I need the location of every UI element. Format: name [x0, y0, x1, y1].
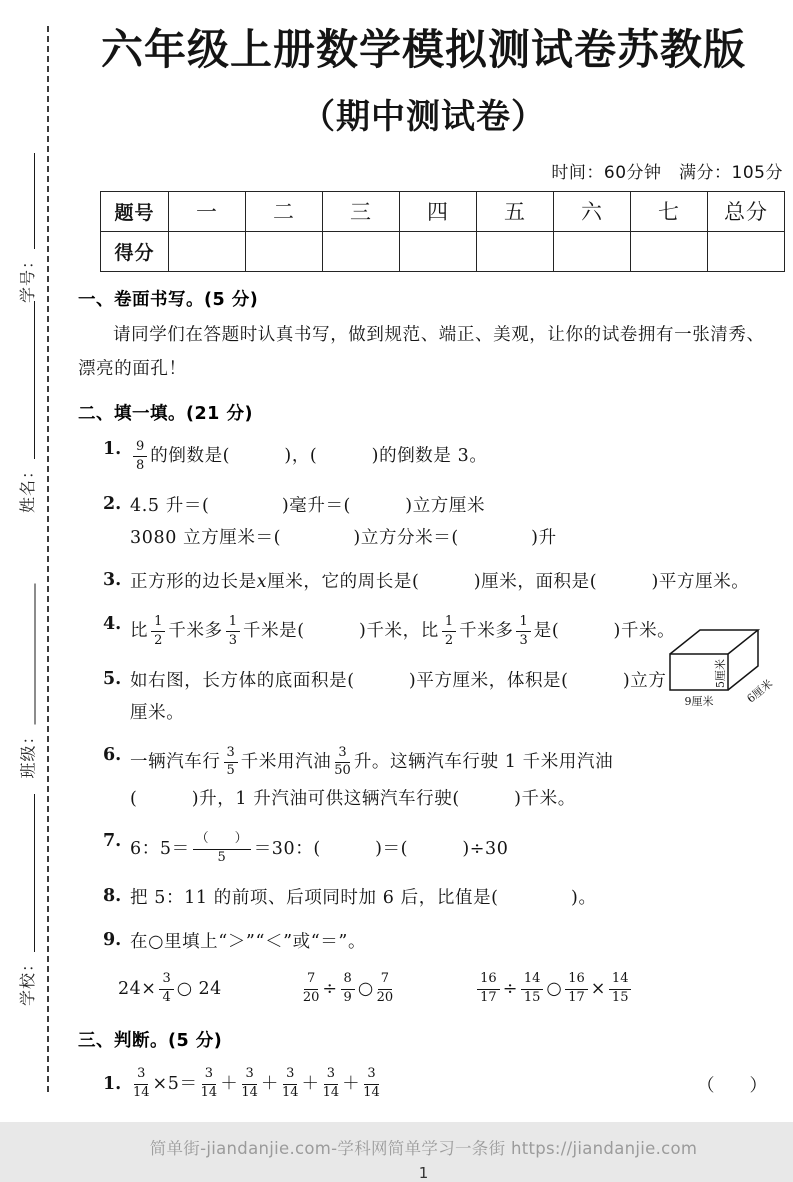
- fraction-numerator: （ ）: [193, 832, 251, 849]
- fraction-denominator: 2: [154, 632, 163, 648]
- fraction: [521, 972, 544, 1006]
- text-run: 如右图，长方体的底面积是( )平方厘米，体积是( )立方: [130, 670, 667, 691]
- cuboid-height-label: 5厘米: [714, 659, 727, 688]
- question-body: [130, 434, 787, 480]
- question: [103, 565, 787, 600]
- fraction-numerator: 7: [304, 972, 318, 989]
- question-body: [130, 489, 787, 556]
- margin-field-class: [17, 584, 39, 779]
- fraction-denominator: 17: [568, 990, 585, 1006]
- fraction: [609, 972, 632, 1006]
- section-heading: 一、卷面书写。(5 分): [78, 289, 259, 310]
- fraction-numerator: 16: [565, 972, 588, 989]
- question: [103, 434, 787, 480]
- score-col-2: 二: [246, 191, 323, 231]
- fraction: [442, 615, 456, 649]
- page-subtitle: （期中测试卷）: [301, 96, 546, 137]
- score-col-3: 三: [323, 191, 400, 231]
- text-run: ÷: [322, 979, 338, 1000]
- fraction: [323, 1067, 340, 1101]
- fraction-denominator: 8: [136, 457, 145, 473]
- school-blank-line: [34, 794, 35, 952]
- text-run: 是( )千米。: [533, 621, 676, 642]
- score-cell: [631, 231, 708, 271]
- question-line: [130, 568, 787, 597]
- question: [103, 489, 787, 556]
- fraction-numerator: 8: [341, 972, 355, 989]
- question-line: [130, 1064, 697, 1104]
- fraction-numerator: 3: [324, 1067, 338, 1084]
- fraction-denominator: 14: [133, 1085, 150, 1101]
- score-row-label: 得分: [101, 231, 169, 271]
- fraction-denominator: 20: [376, 990, 394, 1006]
- text-run: 在○里填上“＞”“＜”或“＝”。: [130, 932, 367, 953]
- fraction-numerator: 3: [364, 1067, 378, 1084]
- variable: x: [256, 571, 268, 592]
- text-run: ＋: [301, 1073, 320, 1094]
- fraction: [224, 746, 238, 780]
- cuboid-top-face: [670, 630, 758, 654]
- fraction-numerator: 3: [224, 746, 238, 763]
- question-line: [130, 524, 787, 553]
- score-col-1: 一: [169, 191, 246, 231]
- question: [103, 826, 787, 872]
- cuboid-diagram: [660, 616, 792, 720]
- fraction-numerator: 16: [477, 972, 500, 989]
- class-label: 班级：: [18, 727, 38, 779]
- fraction: [241, 1067, 258, 1101]
- margin-field-school: [16, 794, 38, 1006]
- fraction-denominator: 14: [241, 1085, 258, 1101]
- fraction: [133, 1067, 150, 1101]
- name-blank-line: [34, 301, 35, 459]
- text-run: 正方形的边长是: [130, 571, 257, 592]
- question-body: [118, 925, 787, 1013]
- text-run: ○ 24: [176, 979, 222, 1000]
- expression: [118, 969, 222, 1009]
- fraction-denominator: 14: [322, 1085, 340, 1101]
- cuboid-width-label: 9厘米: [684, 695, 714, 708]
- fraction-numerator: 14: [609, 972, 632, 989]
- fraction: [133, 440, 147, 474]
- fraction-denominator: 3: [519, 632, 528, 648]
- question-body: [130, 881, 787, 916]
- text-run: ○: [546, 979, 563, 1000]
- score-col-4: 四: [400, 191, 477, 231]
- fraction-numerator: 3: [335, 746, 349, 763]
- fraction-numerator: 1: [226, 615, 240, 632]
- fraction: [516, 615, 530, 649]
- question-line: [130, 829, 787, 869]
- fraction-numerator: 3: [283, 1067, 297, 1084]
- fraction-numerator: 1: [442, 615, 456, 632]
- student-id-blank-line: [34, 153, 35, 249]
- text-run: ×: [590, 979, 606, 1000]
- page-number: 1: [418, 1164, 429, 1182]
- question-number: 1.: [103, 438, 122, 459]
- cuboid-svg: [660, 616, 792, 720]
- question-number: 8.: [103, 886, 122, 907]
- score-header-label: 题号: [101, 191, 169, 231]
- question-number: 4.: [103, 613, 122, 634]
- fraction-numerator: 3: [242, 1067, 256, 1084]
- student-id-label: 学号：: [18, 251, 37, 303]
- class-blank-line: [35, 584, 36, 725]
- section-heading: 二、填一填。(21 分): [78, 403, 253, 424]
- exam-meta: 时间：60分钟 满分：105分: [551, 162, 783, 183]
- fraction: [159, 972, 173, 1006]
- text-run: ＋: [220, 1073, 239, 1094]
- question-number: 5.: [103, 668, 122, 689]
- text-run: 4.5 升＝( )毫升＝( )立方厘米: [130, 495, 486, 516]
- question-body: [130, 826, 787, 872]
- fraction: [341, 972, 355, 1006]
- margin-field-student-id: [16, 153, 38, 303]
- text-run: ( )升，1 升汽油可供这辆汽车行驶( )千米。: [130, 789, 576, 810]
- fraction: [151, 615, 165, 649]
- question-line: [130, 437, 787, 477]
- question: [103, 740, 787, 818]
- text-run: 千米用汽油: [240, 751, 332, 772]
- question-line: [130, 884, 787, 913]
- fraction-numerator: 9: [133, 440, 147, 457]
- fraction-denominator: 14: [363, 1085, 380, 1101]
- text-run: 千米多: [168, 621, 223, 642]
- page-footer: 简单街-jiandanjie.com-学科网简单学习一条街 https://jiandanjie.com: [149, 1139, 698, 1158]
- question-number: 2.: [103, 493, 122, 514]
- score-cell: [169, 231, 246, 271]
- question-line: [130, 743, 787, 783]
- score-cell: [400, 231, 477, 271]
- fraction: [477, 972, 500, 1006]
- question: [103, 1061, 787, 1107]
- fraction: [193, 832, 251, 866]
- text-run: ○: [357, 979, 374, 1000]
- score-cell: [554, 231, 631, 271]
- question-body: [130, 565, 787, 600]
- expression-row: [118, 969, 787, 1009]
- fraction-numerator: 3: [202, 1067, 216, 1084]
- question-body: [130, 1061, 697, 1107]
- score-cell: [323, 231, 400, 271]
- text-run: 厘米。: [130, 702, 185, 723]
- question-number: 6.: [103, 744, 122, 765]
- fraction: [363, 1067, 380, 1101]
- fraction-numerator: 3: [134, 1067, 148, 1084]
- fraction-denominator: 15: [523, 990, 541, 1006]
- fraction: [201, 1067, 218, 1101]
- cuboid-depth-label: 6厘米: [744, 677, 776, 706]
- fraction-denominator: 2: [444, 632, 454, 648]
- score-col-6: 六: [554, 191, 631, 231]
- fraction-denominator: 20: [302, 990, 320, 1006]
- fraction-denominator: 14: [200, 1085, 218, 1101]
- score-cell: [477, 231, 554, 271]
- text-run: 3080 立方厘米＝( )立方分米＝( )升: [130, 527, 557, 548]
- text-run: ＝30：( )＝( )÷30: [253, 838, 509, 859]
- question-line: [130, 492, 787, 521]
- question-number: 1.: [103, 1074, 122, 1095]
- text-run: ＋: [260, 1073, 279, 1094]
- section: [60, 286, 787, 386]
- score-cell: [708, 231, 785, 271]
- question-line: [130, 928, 787, 957]
- name-label: 姓名：: [18, 461, 37, 513]
- fraction-denominator: 4: [162, 990, 171, 1006]
- section: [60, 1027, 787, 1107]
- fraction-denominator: 14: [281, 1085, 299, 1101]
- cut-line: [47, 26, 49, 1092]
- fraction-denominator: 5: [226, 763, 235, 779]
- text-run: 升。这辆汽车行驶 1 千米用汽油: [353, 751, 614, 772]
- fraction-numerator: 1: [516, 615, 530, 632]
- text-run: 6：5＝: [130, 838, 190, 859]
- text-run: 的倒数是( )，( )的倒数是 3。: [150, 446, 488, 467]
- main-content: [60, 0, 787, 1182]
- page-title: 六年级上册数学模拟测试卷苏教版: [100, 25, 746, 74]
- question: [103, 925, 787, 1013]
- fraction-denominator: 17: [480, 990, 497, 1006]
- text-run: ×5＝: [152, 1073, 198, 1094]
- score-table: [100, 191, 785, 272]
- question-number: 7.: [103, 831, 122, 852]
- answer-blank: （ ）: [697, 1075, 767, 1096]
- text-run: 比: [130, 621, 149, 642]
- fraction-denominator: 5: [217, 850, 226, 866]
- fraction-numerator: 1: [151, 615, 165, 632]
- text-run: 厘米，它的周长是( )厘米，面积是( )平方厘米。: [267, 571, 750, 592]
- question-number: 3.: [103, 569, 122, 590]
- question-number: 9.: [103, 930, 122, 951]
- section-heading: 三、判断。(5 分): [78, 1031, 223, 1052]
- question-body: [130, 740, 787, 818]
- text-run: 一辆汽车行: [130, 751, 221, 772]
- fraction: [377, 972, 394, 1006]
- text-run: 千米是( )千米，比: [242, 621, 439, 642]
- fraction: [226, 615, 240, 649]
- fraction-denominator: 3: [228, 632, 237, 648]
- fraction: [303, 972, 320, 1006]
- fraction: [282, 1067, 299, 1101]
- fraction-numerator: 7: [378, 972, 392, 989]
- score-col-total: 总分: [708, 191, 785, 231]
- score-col-7: 七: [631, 191, 708, 231]
- expression: [300, 969, 396, 1009]
- fraction-denominator: 15: [611, 990, 629, 1006]
- expression: [474, 969, 634, 1009]
- fraction: [565, 972, 588, 1006]
- text-run: 24×: [118, 979, 157, 1000]
- text-run: ÷: [502, 979, 518, 1000]
- fraction-denominator: 50: [334, 763, 351, 779]
- score-value-row: [101, 231, 785, 271]
- text-run: 把 5：11 的前项、后项同时加 6 后，比值是( )。: [130, 888, 597, 909]
- score-cell: [246, 231, 323, 271]
- cuboid-right-face: [728, 630, 758, 690]
- question: [103, 881, 787, 916]
- score-col-5: 五: [477, 191, 554, 231]
- score-header-row: [101, 191, 785, 231]
- margin-field-name: [16, 301, 38, 513]
- paragraph: 请同学们在答题时认真书写，做到规范、端正、美观，让你的试卷拥有一张清秀、漂亮的面孔！: [78, 324, 765, 379]
- fraction-denominator: 9: [343, 990, 352, 1006]
- question-line: [130, 785, 787, 814]
- text-run: ＋: [342, 1073, 361, 1094]
- fraction-numerator: 3: [159, 972, 173, 989]
- text-run: 千米多: [459, 621, 514, 642]
- school-label: 学校：: [18, 954, 37, 1006]
- fraction: [334, 746, 351, 780]
- fraction-numerator: 14: [521, 972, 544, 989]
